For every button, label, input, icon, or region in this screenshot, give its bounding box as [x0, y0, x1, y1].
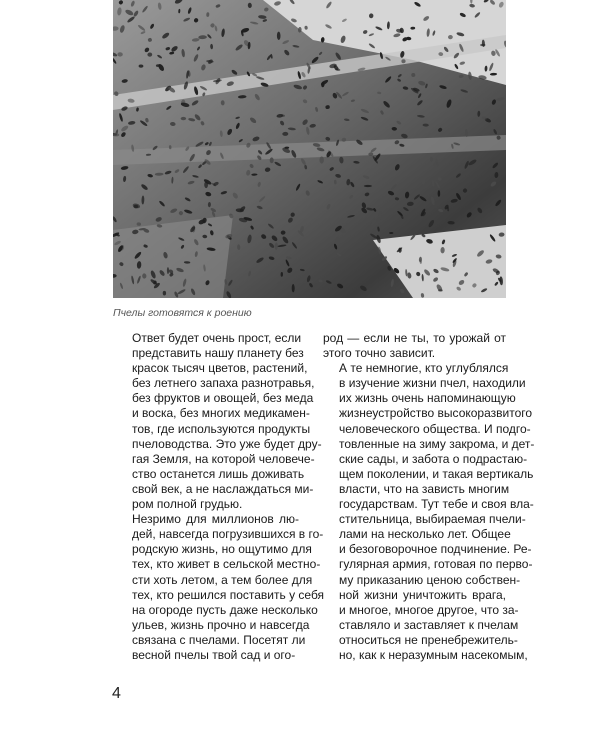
text-line: му приказанию ценою собствен-	[339, 572, 521, 587]
text-line: родскую жизнь, но ощутимо для	[132, 542, 312, 557]
bees-swarm-image	[113, 0, 506, 298]
page-number: 4	[112, 685, 121, 702]
text-line: и многое, многое другое, что за-	[339, 602, 519, 617]
paragraph	[323, 331, 506, 361]
text-line: стительница, выбираемая пчели-	[339, 512, 526, 527]
text-line: свой век, а не наслаждаться ми-	[132, 481, 314, 496]
text-line: и безоговорочное подчинение. Ре-	[339, 542, 532, 557]
text-line: лами на несколько лет. Общее	[339, 527, 511, 542]
text-line: и воска, без многих медикамен-	[132, 406, 310, 421]
text-line: в изучение жизни пчел, находили	[339, 376, 526, 391]
text-line: на огороде пусть даже несколько	[132, 602, 318, 617]
text-line: представить нашу планету без	[132, 346, 304, 361]
right-text-column	[323, 331, 535, 663]
paragraph	[323, 361, 535, 663]
text-line: человеческого общества. И подго-	[339, 421, 531, 436]
text-line: дей, навсегда погрузившихся в го-	[132, 527, 324, 542]
left-text-column	[116, 331, 325, 663]
text-line: гулярная армия, готовая по перво-	[339, 557, 533, 572]
text-line: относиться не пренебрежитель-	[339, 632, 518, 647]
text-line: этого точно зависит.	[323, 346, 436, 361]
text-line: товленные на зиму закрома, и дет-	[339, 436, 535, 451]
text-line: Незримо для миллионов лю-	[132, 512, 299, 527]
text-line: щем поколении, и такая вертикаль	[339, 466, 534, 481]
paragraph	[116, 331, 322, 512]
text-line: весной пчелы твой сад и ого-	[132, 647, 296, 662]
text-line: но, как к неразумным насекомым,	[339, 647, 528, 662]
text-line: без фруктов и овощей, без меда	[132, 391, 314, 406]
paragraph	[116, 512, 325, 663]
text-line: тов, где используются продукты	[132, 421, 311, 436]
text-line: ром полной грудью.	[132, 497, 243, 512]
bees-photo	[113, 0, 506, 298]
text-line: тех, кто живет в сельской местно-	[132, 557, 321, 572]
text-line: красок тысяч цветов, растений,	[132, 361, 308, 376]
text-line: без летнего запаха разнотравья,	[132, 376, 315, 391]
text-line: государствам. Тут тебе и своя вла-	[339, 497, 534, 512]
text-line: пчеловодства. Это уже будет дру-	[132, 436, 322, 451]
text-line: Ответ будет очень прост, если	[132, 331, 302, 345]
text-line: ной жизни уничтожить врага,	[339, 587, 506, 602]
text-line: власти, что на зависть многим	[339, 481, 510, 496]
text-line: А те немногие, кто углублялся	[339, 361, 509, 376]
text-line: ские сады, и забота о подрастаю-	[339, 451, 528, 466]
text-line: ство останется лишь доживать	[132, 466, 305, 481]
text-line: тех, кто решился поставить у себя	[132, 587, 325, 602]
text-line: ульев, жизнь прочно и навсегда	[132, 617, 310, 632]
text-line: жизнеустройство высокоразвитого	[339, 406, 533, 421]
text-line: ставляло и заставляет к пчелам	[339, 617, 519, 632]
text-line: сти хоть летом, а тем более для	[132, 572, 313, 587]
text-line: их жизнь очень напоминающую	[339, 391, 516, 406]
text-line: гая Земля, на которой человече-	[132, 451, 315, 466]
figure-caption: Пчелы готовятся к роению	[113, 307, 252, 319]
text-line: связана с пчелами. Посетят ли	[132, 632, 306, 647]
text-line: род — если не ты, то урожай от	[323, 331, 506, 345]
